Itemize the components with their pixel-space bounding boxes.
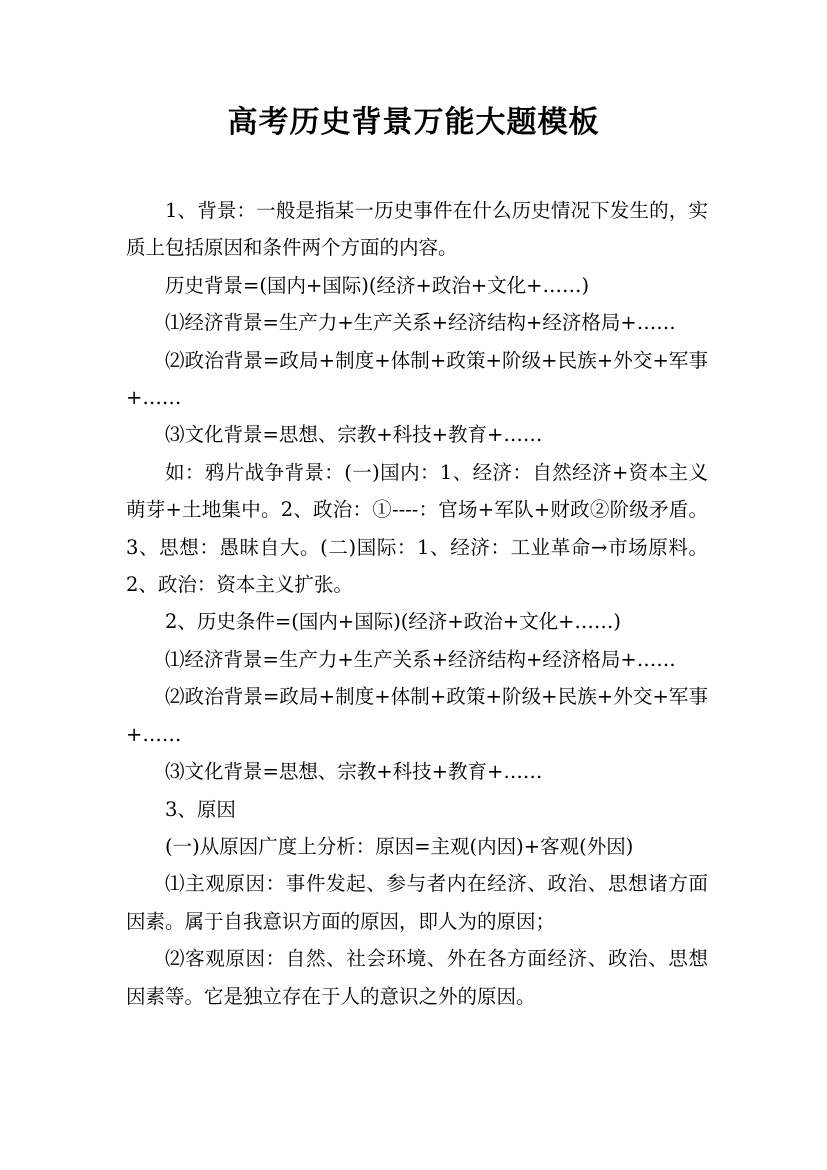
paragraph-political-background: ⑵政治背景=政局+制度+体制+政策+阶级+民族+外交+军事+……	[126, 348, 708, 410]
paragraph-objective-causes: ⑵客观原因：自然、社会环境、外在各方面经济、政治、思想因素等。它是独立存在于人的意识之外的原因。	[126, 947, 708, 1008]
paragraph-conditions-cultural: ⑶文化背景=思想、宗教+科技+教育+……	[165, 760, 543, 784]
paragraph-cultural-background: ⑶文化背景=思想、宗教+科技+教育+……	[165, 423, 543, 447]
paragraph-background-definition: 1、背景：一般是指某一历史事件在什么历史情况下发生的，实质上包括原因和条件两个方面的内容。	[126, 199, 708, 260]
document-title: 高考历史背景万能大题模板	[227, 105, 600, 140]
paragraph-subjective-causes: ⑴主观原因：事件发起、参与者内在经济、政治、思想诸方面因素。属于自我意识方面的原因，即人为的原因；	[126, 872, 708, 933]
paragraph-background-formula: 历史背景=(国内+国际)(经济+政治+文化+……)	[165, 273, 590, 297]
paragraph-economic-background: ⑴经济背景=生产力+生产关系+经济结构+经济格局+……	[165, 311, 676, 335]
paragraph-causes-breadth: (一)从原因广度上分析：原因=主观(内因)+客观(外因)	[165, 834, 634, 858]
paragraph-historical-conditions: 2、历史条件=(国内+国际)(经济+政治+文化+……)	[165, 610, 622, 634]
paragraph-causes-heading: 3、原因	[165, 797, 236, 821]
paragraph-conditions-political: ⑵政治背景=政局+制度+体制+政策+阶级+民族+外交+军事+……	[126, 685, 708, 746]
document-body	[126, 192, 708, 1015]
paragraph-conditions-economic: ⑴经济背景=生产力+生产关系+经济结构+经济格局+……	[165, 647, 676, 671]
paragraph-opium-war-example: 如：鸦片战争背景：(一)国内：1、经济：自然经济+资本主义萌芽+土地集中。2、政治：①----：官场+军队+财政②阶级矛盾。3、思想：愚昧自大。(二)国际：1、经济：工业革命→市场原料。2、政治：资本主义扩张。	[126, 460, 708, 597]
